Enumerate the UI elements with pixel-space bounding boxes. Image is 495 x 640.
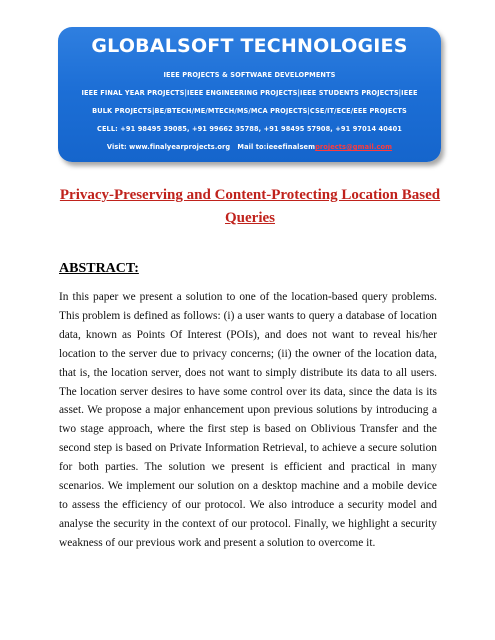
email-link-tail[interactable]: projects@gmail.com: [315, 143, 393, 151]
banner-phone-line: CELL: +91 98495 39085, +91 99662 35788, +91 98495 57908, +91 97014 40401: [97, 125, 402, 133]
banner-contact-line: [58, 143, 441, 151]
banner-bulk-projects-line: BULK PROJECTS|BE/BTECH/ME/MTECH/MS/MCA PROJECTS|CSE/IT/ECE/EEE PROJECTS: [92, 107, 407, 115]
visit-label: Visit:: [106, 143, 130, 151]
company-name: GLOBALSOFT TECHNOLOGIES: [91, 35, 408, 57]
banner-tagline: IEEE PROJECTS & SOFTWARE DEVELOPMENTS: [163, 71, 336, 79]
company-banner: [58, 27, 441, 162]
website-link[interactable]: www.finalyearprojects.org: [129, 143, 231, 151]
abstract-heading: ABSTRACT:: [59, 261, 139, 276]
banner-projects-line: IEEE FINAL YEAR PROJECTS|IEEE ENGINEERING PROJECTS|IEEE STUDENTS PROJECTS|IEEE: [81, 89, 418, 97]
email-link-head[interactable]: ieeefinalsem: [266, 143, 316, 151]
abstract-text: In this paper we present a solution to one of the location-based query problems. This problem is defined as follows: (i) a user wants to query a database of location data, known as Points Of Interest (POIs), and does not want to reveal his/her location to the server due to privacy concerns; (ii) the owner of the location data, that is, the location server, does not want to simply distribute its data to all users. The location server desires to have some control over its data, since the data is its asset. We propose a major enhancement upon previous solutions by introducing a two stage approach, where the first step is based on Oblivious Transfer and the second step is based on Private Information Retrieval, to achieve a secure solution for both parties. The solution we present is efficient and practical in many scenarios. We implement our solution on a desktop machine and a mobile device to assess the efficiency of our protocol. We also introduce a security model and analyse the security in the context of our protocol. Finally, we highlight a security weakness of our previous work and present a solution to overcome it.: [59, 291, 437, 549]
mail-label: Mail to:: [237, 143, 267, 151]
paper-title: Privacy-Preserving and Content-Protecting Location Based Queries: [59, 187, 441, 226]
